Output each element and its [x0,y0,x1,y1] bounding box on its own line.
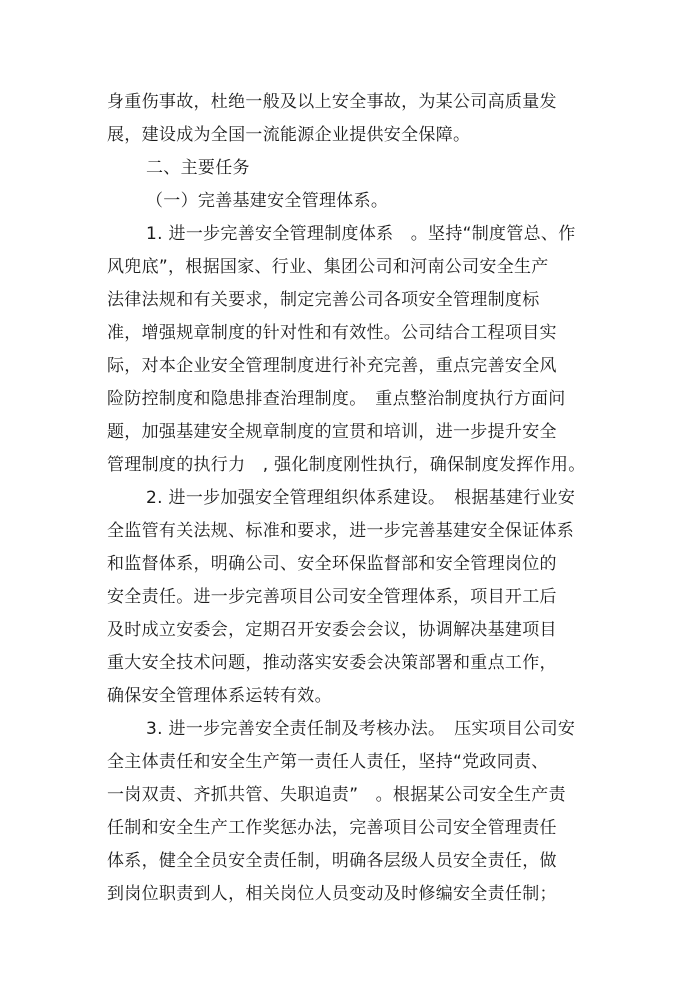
body-text-line: 体系，健全全员安全责任制，明确各层级人员安全责任，做 [107,851,557,871]
body-text-line: 重大安全技术问题，推动落实安委会决策部署和重点工作， [107,653,557,673]
body-text-line: 到岗位职责到人，相关岗位人员变动及时修编安全责任制； [107,884,557,904]
body-text-line: 和监督体系，明确公司、安全环保监督部和安全管理岗位的 [107,554,557,574]
section-heading: 二、主要任务 [146,158,250,178]
body-text-line: 准，增强规章制度的针对性和有效性。公司结合工程项目实 [107,323,557,343]
body-text-line: 任制和安全生产工作奖惩办法，完善项目公司安全管理责任 [107,818,557,838]
body-text-line: 身重伤事故，杜绝一般及以上安全事故，为某公司高质量发 [107,92,557,112]
body-text-line: 全监管有关法规、标准和要求，进一步完善基建安全保证体系 [107,521,575,541]
body-text-line: 管理制度的执行力 , 强化制度刚性执行，确保制度发挥作用。 [107,455,586,475]
body-text-line: 际，对本企业安全管理制度进行补充完善，重点完善安全风 [107,356,557,376]
body-text-line: 全主体责任和安全生产第一责任人责任，坚持“党政同责、 [107,752,549,772]
body-text-line: 险防控制度和隐患排查治理制度。 重点整治制度执行方面问 [107,389,566,409]
body-text-line: 展，建设成为全国一流能源企业提供安全保障。 [107,125,471,145]
body-text-line: 风兜底”，根据国家、行业、集团公司和河南公司安全生产 [107,257,549,277]
body-text-line: 及时成立安委会，定期召开安委会会议，协调解决基建项目 [107,620,557,640]
body-text-line: 确保安全管理体系运转有效。 [107,686,332,706]
body-text-line: 安全责任。进一步完善项目公司安全管理体系，项目开工后 [107,587,557,607]
body-text-line: 题，加强基建安全规章制度的宣贯和培训，进一步提升安全 [107,422,557,442]
body-text-line: 一岗双责、齐抓共管、失职追责” 。根据某公司安全生产责 [107,785,566,805]
body-text-line: 1. 进一步完善安全管理制度体系 。坚持“制度管总、作 [146,224,576,244]
body-text-line: 法律法规和有关要求，制定完善公司各项安全管理制度标 [107,290,540,310]
body-text-line: 2. 进一步加强安全管理组织体系建设。 根据基建行业安 [146,488,576,508]
body-text-line: 3. 进一步完善安全责任制及考核办法。 压实项目公司安 [146,719,576,739]
subsection-heading: （一）完善基建安全管理体系。 [146,191,389,211]
